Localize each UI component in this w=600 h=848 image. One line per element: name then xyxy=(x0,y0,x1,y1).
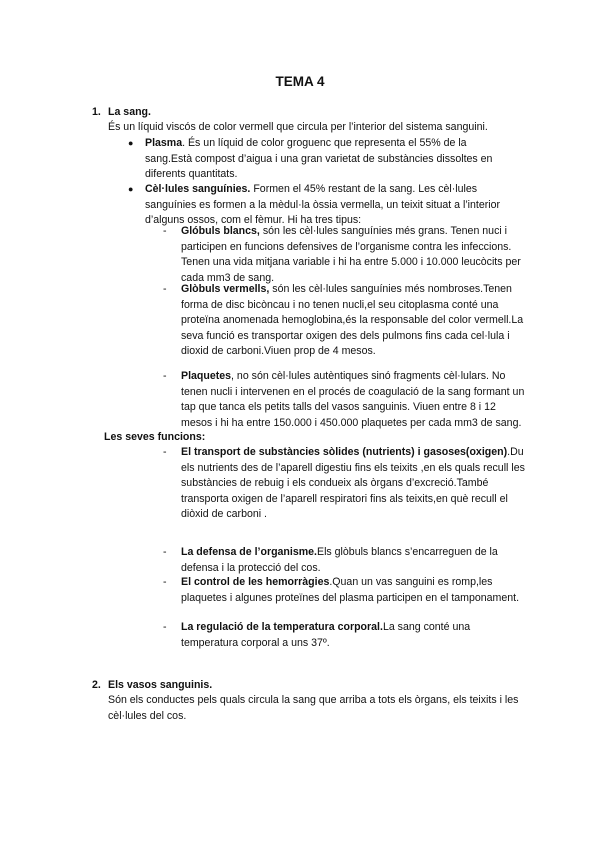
function-text: La sang conté una temperatura corporal a uns 37º. xyxy=(181,621,471,649)
section-1-heading: La sang. xyxy=(108,106,151,118)
dash-icon: - xyxy=(163,225,167,237)
section-1-number: 1. xyxy=(92,106,101,118)
page-title: TEMA 4 xyxy=(275,74,325,89)
section-2-heading: Els vasos sanguinis. xyxy=(108,679,213,691)
plasma-item xyxy=(145,136,507,183)
function-term: La defensa de l’organisme. xyxy=(181,546,317,558)
dash-icon: - xyxy=(163,370,167,382)
function-item-hemorrhage xyxy=(181,575,527,606)
section-2-number: 2. xyxy=(92,679,101,691)
type-item-platelets xyxy=(181,369,527,431)
function-term: El transport de substàncies sòlides (nutrients) i gasoses(oxigen) xyxy=(181,446,508,458)
function-text: .Quan un vas sanguini es romp,les plaquetes i algunes proteïnes del plasma participen en el tamponament. xyxy=(181,576,520,604)
type-item-red-cells xyxy=(181,282,527,360)
dash-icon: - xyxy=(163,283,167,295)
functions-heading: Les seves funcions: xyxy=(104,431,206,443)
cells-text: Formen el 45% restant de la sang. Les cèl·lules sanguínies es formen a la mèdul·la òssia vermella, un teixit situat a l’interior d’alguns ossos, com el fèmur. Hi ha tres tipus: xyxy=(145,183,501,226)
type-term: Plaquetes xyxy=(181,370,232,382)
cells-term: Cèl·lules sanguínies. xyxy=(145,183,251,195)
plasma-text: . És un líquid de color groguenc que representa el 55% de la sang.Està compost d’aigua i una gran varietat de substàncies dissoltes en diferents quantitats. xyxy=(145,137,493,180)
function-item-temperature xyxy=(181,620,527,651)
type-item-white-cells xyxy=(181,224,527,286)
bullet-icon: ● xyxy=(128,184,134,194)
type-term: Glòbuls vermells, xyxy=(181,283,270,295)
type-text: són les cèl·lules sanguínies més nombroses.Tenen forma de disc bicòncau i no tenen nucli,el seu citoplasma conté una proteïna anomenada hemoglobina,és la responsable del color vermell.La seva funció es transportar oxigen des dels pulmons fins cada cel·lula i dioxid de carboni.Viuen prop de 4 mesos. xyxy=(181,283,524,357)
function-term: El control de les hemorràgies xyxy=(181,576,330,588)
type-term: Glóbuls blancs, xyxy=(181,225,260,237)
bullet-icon: ● xyxy=(128,138,134,148)
plasma-term: Plasma xyxy=(145,137,183,149)
function-term: La regulació de la temperatura corporal. xyxy=(181,621,383,633)
type-text: , no són cèl·lules autèntiques sinó fragments cèl·lulars. No tenen nucli i intervenen en el procés de coagulació de la sang formant un tap que tanca els petits talls del vasos sanguinis. Viuen entre 8 i 12 mesos i hi ha entre 150.000 i 450.000 plaquetes per cada mm3 de sang. xyxy=(181,370,525,429)
type-text: són les cèl·lules sanguínies més grans. Tenen nuci i participen en funcions defensives de l’organisme contra les infeccions. Tenen una vida mitjana variable i hi ha entre 5.000 i 10.000 leucòcits per cada mm3 de sang. xyxy=(181,225,521,284)
section-1-intro: És un líquid viscós de color vermell que circula per l’interior del sistema sanguini. xyxy=(108,121,488,133)
section-2-text: Són els conductes pels quals circula la sang que arriba a tots els òrgans, els teixits i les cèl·lules del cos. xyxy=(108,694,519,722)
dash-icon: - xyxy=(163,621,167,633)
dash-icon: - xyxy=(163,576,167,588)
function-text: Els glòbuls blancs s’encarreguen de la defensa i la protecció del cos. xyxy=(181,546,498,574)
dash-icon: - xyxy=(163,446,167,458)
function-text: .Du els nutrients des de l’aparell digestiu fins els teixits ,en els quals recull les substàncies de rebuig i els condueix als òrgans d’excreció.També transporta oxigen de l’aparell respiratori fins als teixits,en què recull el diòxid de carboni . xyxy=(181,446,525,520)
function-item-defense xyxy=(181,545,527,576)
function-item-transport xyxy=(181,445,527,523)
cells-item xyxy=(145,182,513,229)
dash-icon: - xyxy=(163,546,167,558)
